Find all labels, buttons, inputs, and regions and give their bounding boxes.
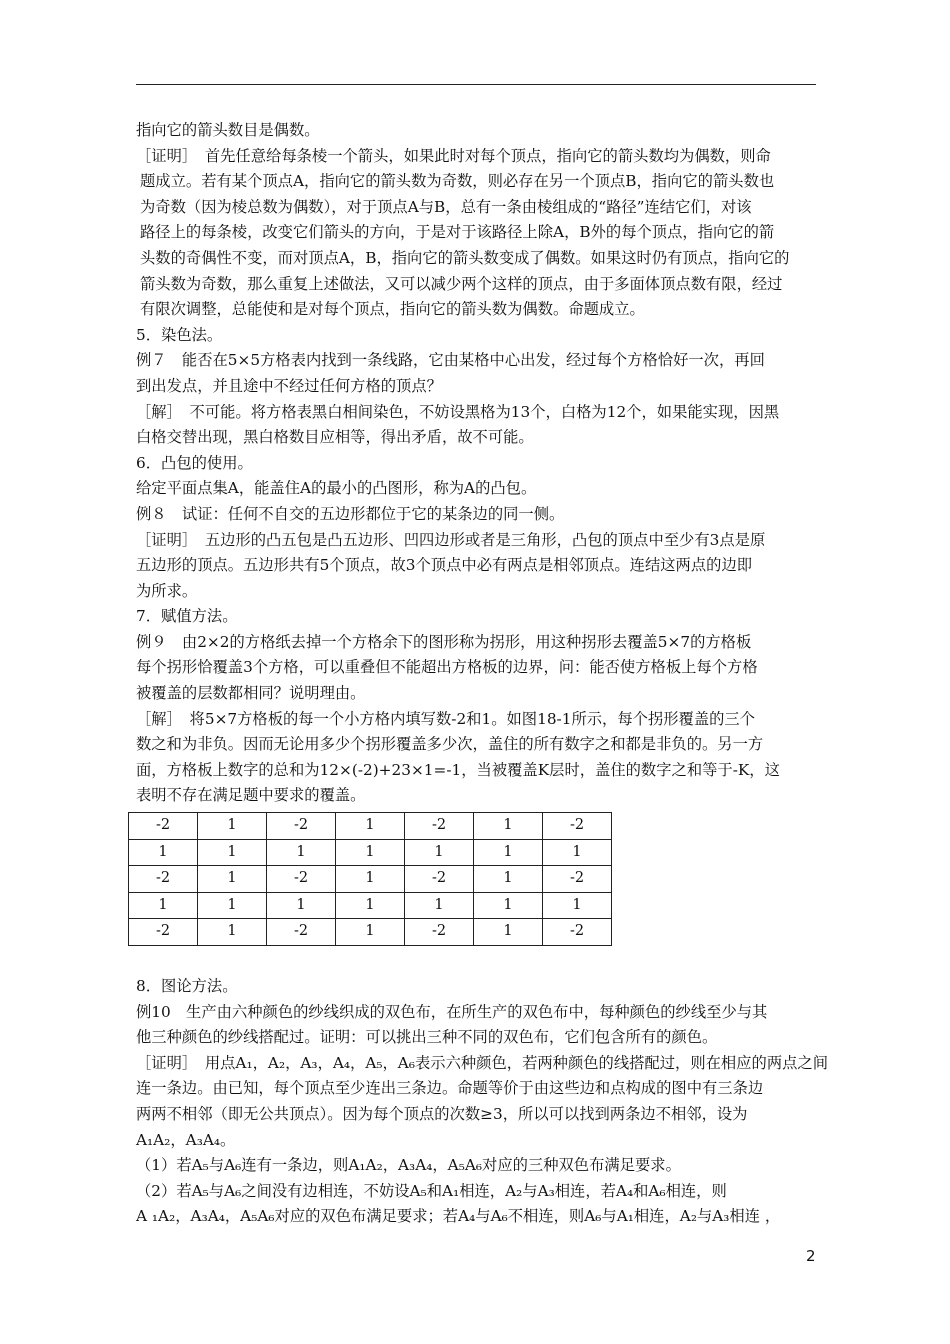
table-cell: -2 xyxy=(543,866,612,893)
text-line: 箭头数为奇数，那么重复上述做法，又可以减少两个这样的顶点，由于多面体顶点数有限，经过 xyxy=(140,274,783,293)
text-line: 连一条边。由已知，每个顶点至少连出三条边。命题等价于由这些边和点构成的图中有三条边 xyxy=(136,1079,764,1098)
section-heading: 7．赋值方法。 xyxy=(136,607,238,626)
table-cell: 1 xyxy=(543,892,612,919)
table-cell: 1 xyxy=(543,839,612,866)
table-cell: -2 xyxy=(405,866,474,893)
table-cell: 1 xyxy=(405,892,474,919)
text-line: 有限次调整，总能使和是对每个顶点，指向它的箭头数为偶数。命题成立。 xyxy=(140,300,645,319)
table-cell: 1 xyxy=(474,892,543,919)
table-cell: -2 xyxy=(543,813,612,840)
text-line: 头数的奇偶性不变，而对顶点A，B，指向它的箭头数变成了偶数。如果这时仍有顶点，指向它的 xyxy=(140,248,790,267)
text-line: 为奇数（因为棱总数为偶数），对于顶点A与B，总有一条由棱组成的“路径”连结它们，对该 xyxy=(140,197,752,216)
text-line: 例９ 由2×2的方格纸去掉一个方格余下的图形称为拐形，用这种拐形去覆盖5×7的方格板 xyxy=(136,632,752,651)
section-heading: 5．染色法。 xyxy=(136,325,223,344)
table-cell: 1 xyxy=(474,839,543,866)
table-cell: 1 xyxy=(198,866,267,893)
text-line: ［证明］ 五边形的凸五包是凸五边形、凹四边形或者是三角形，凸包的顶点中至少有3点是原 xyxy=(136,530,766,549)
text-line: 他三种颜色的纱线搭配过。证明：可以挑出三种不同的双色布，它们包含所有的颜色。 xyxy=(136,1028,718,1047)
text-line: 五边形的顶点。五边形共有5个顶点，故3个顶点中必有两点是相邻顶点。连结这两点的边即 xyxy=(136,556,753,575)
table-cell: 1 xyxy=(267,892,336,919)
text-line: A ₁A₂，A₃A₄，A₅A₆对应的双色布满足要求；若A₄与A₆不相连，则A₆与A₁相连，A₂与A₃相连 ， xyxy=(136,1207,781,1226)
text-line: ［证明］ 首先任意给每条棱一个箭头，如果此时对每个顶点，指向它的箭头数均为偶数，则命 xyxy=(136,146,771,165)
table-cell: 1 xyxy=(198,892,267,919)
text-line: A₁A₂，A₃A₄。 xyxy=(136,1130,236,1149)
text-line: ［证明］ 用点A₁，A₂，A₃，A₄，A₅，A₆表示六种颜色，若两种颜色的线搭配过，则在相应的两点之间 xyxy=(136,1053,829,1072)
table-cell: 1 xyxy=(336,866,405,893)
table-cell: 1 xyxy=(405,839,474,866)
table-cell: 1 xyxy=(198,919,267,946)
table-cell: -2 xyxy=(267,813,336,840)
text-line: 给定平面点集A，能盖住A的最小的凸图形，称为A的凸包。 xyxy=(136,479,537,498)
section-heading: 6．凸包的使用。 xyxy=(136,453,253,472)
text-line: 每个拐形恰覆盖3个方格，可以重叠但不能超出方格板的边界，问：能否使方格板上每个方格 xyxy=(136,658,758,677)
text-line: ［解］ 不可能。将方格表黑白相间染色，不妨设黑格为13个，白格为12个，如果能实现，因黑 xyxy=(136,402,780,421)
table-cell: 1 xyxy=(198,813,267,840)
table-row xyxy=(129,839,612,866)
table-cell: -2 xyxy=(129,866,198,893)
table-cell: 1 xyxy=(129,839,198,866)
text-line: 数之和为非负。因而无论用多少个拐形覆盖多少次，盖住的所有数字之和都是非负的。另一方 xyxy=(136,735,764,754)
table-row xyxy=(129,866,612,893)
page-number: 2 xyxy=(806,1247,816,1265)
text-line: 路径上的每条棱，改变它们箭头的方向，于是对于该路径上除A，B外的每个顶点，指向它的箭 xyxy=(140,223,775,242)
text-line: （2）若A₅与A₆之间没有边相连，不妨设A₅和A₁相连，A₂与A₃相连，若A₄和A₆相连，则 xyxy=(136,1181,727,1200)
text-line: 到出发点，并且途中不经过任何方格的顶点？ xyxy=(136,376,442,395)
text-line: 面，方格板上数字的总和为12×(-2)+23×1=-1，当被覆盖K层时，盖住的数字之和等于-K，这 xyxy=(136,760,780,779)
header-rule xyxy=(136,84,816,85)
table-cell: 1 xyxy=(474,866,543,893)
table-cell: 1 xyxy=(336,813,405,840)
table-cell: 1 xyxy=(129,892,198,919)
text-line: 题成立。若有某个顶点A，指向它的箭头数为奇数，则必存在另一个顶点B，指向它的箭头数也 xyxy=(140,172,775,191)
text-line: 两两不相邻（即无公共顶点）。因为每个顶点的次数≥3，所以可以找到两条边不相邻，设为 xyxy=(136,1104,748,1123)
table-cell: 1 xyxy=(474,919,543,946)
table-row xyxy=(129,892,612,919)
table-cell: -2 xyxy=(405,813,474,840)
text-line: 为所求。 xyxy=(136,581,198,600)
text-line: 例８ 试证：任何不自交的五边形都位于它的某条边的同一侧。 xyxy=(136,504,565,523)
text-line: 指向它的箭头数目是偶数。 xyxy=(136,121,320,139)
page-body xyxy=(136,118,829,1230)
table-cell: 1 xyxy=(267,839,336,866)
table-cell: -2 xyxy=(543,919,612,946)
table-row xyxy=(129,919,612,946)
value-grid-table xyxy=(128,812,612,946)
table-row xyxy=(129,813,612,840)
text-line: 例７ 能否在5×5方格表内找到一条线路，它由某格中心出发，经过每个方格恰好一次，再回 xyxy=(136,351,765,370)
table-cell: -2 xyxy=(129,813,198,840)
text-line: ［解］ 将5×7方格板的每一个小方格内填写数-2和1。如图18-1所示，每个拐形覆盖的三个 xyxy=(136,709,756,728)
text-line: （1）若A₅与A₆连有一条边，则A₁A₂，A₃A₄，A₅A₆对应的三种双色布满足要求。 xyxy=(136,1156,681,1175)
text-line: 被覆盖的层数都相同？说明理由。 xyxy=(136,684,366,703)
table-cell: -2 xyxy=(405,919,474,946)
table-cell: 1 xyxy=(336,919,405,946)
table-cell: -2 xyxy=(129,919,198,946)
table-cell: -2 xyxy=(267,866,336,893)
text-line: 表明不存在满足题中要求的覆盖。 xyxy=(136,786,366,805)
table-cell: 1 xyxy=(474,813,543,840)
section-heading: 8．图论方法。 xyxy=(136,977,238,995)
table-cell: 1 xyxy=(198,839,267,866)
table-cell: 1 xyxy=(336,892,405,919)
text-line: 白格交替出现，黑白格数目应相等，得出矛盾，故不可能。 xyxy=(136,428,534,447)
text-line: 例10 生产由六种颜色的纱线织成的双色布，在所生产的双色布中，每种颜色的纱线至少与其 xyxy=(136,1002,768,1021)
table-cell: -2 xyxy=(267,919,336,946)
table-cell: 1 xyxy=(336,839,405,866)
